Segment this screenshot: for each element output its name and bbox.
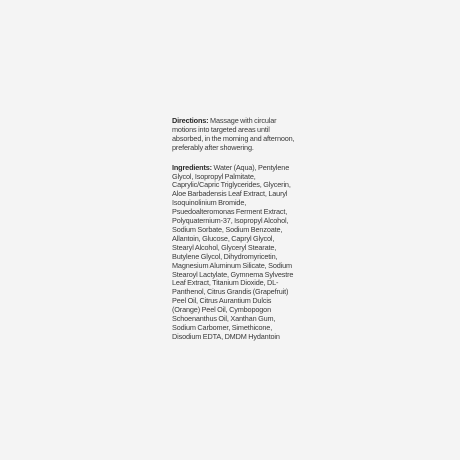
directions-text: Massage with circular motions into targeted areas until absorbed, in the morning and afternoon, preferably after showering. <box>172 116 295 152</box>
ingredients-section <box>172 164 296 342</box>
directions-section <box>172 117 296 153</box>
directions-heading: Directions: <box>172 116 209 125</box>
ingredients-text: Water (Aqua), Pentylene Glycol, Isopropyl Palmitate, Caprylic/Capric Triglycerides, Glycerin, Aloe Barbadensis Leaf Extract, Lauryl Isoquinolinium Bromide, Psuedoalteromonas Ferment Extract, Polyquaternium-37, Isopropyl Alcohol, Sodium Sorbate, Sodium Benzoate, Allantoin, Glucose, Capryl Glycol, Stearyl Alcohol, Glyceryl Stearate, Butylene Glycol, Dihydromyricetin, Magnesium Aluminum Silicate, Sodium Stearoyl Lactylate, Gymnema Sylvestre Leaf Extract, Titanium Dioxide, DL-Panthenol, Citrus Grandis (Grapefruit) Peel Oil, Citrus Aurantium Dulcis (Orange) Peel Oil, Cymbopogon Schoenanthus Oil, Xanthan Gum, Sodium Carbomer, Simethicone, Disodium EDTA, DMDM Hydantoin <box>172 162 294 341</box>
ingredients-heading: Ingredients: <box>172 162 212 172</box>
label-text-block <box>172 117 296 353</box>
